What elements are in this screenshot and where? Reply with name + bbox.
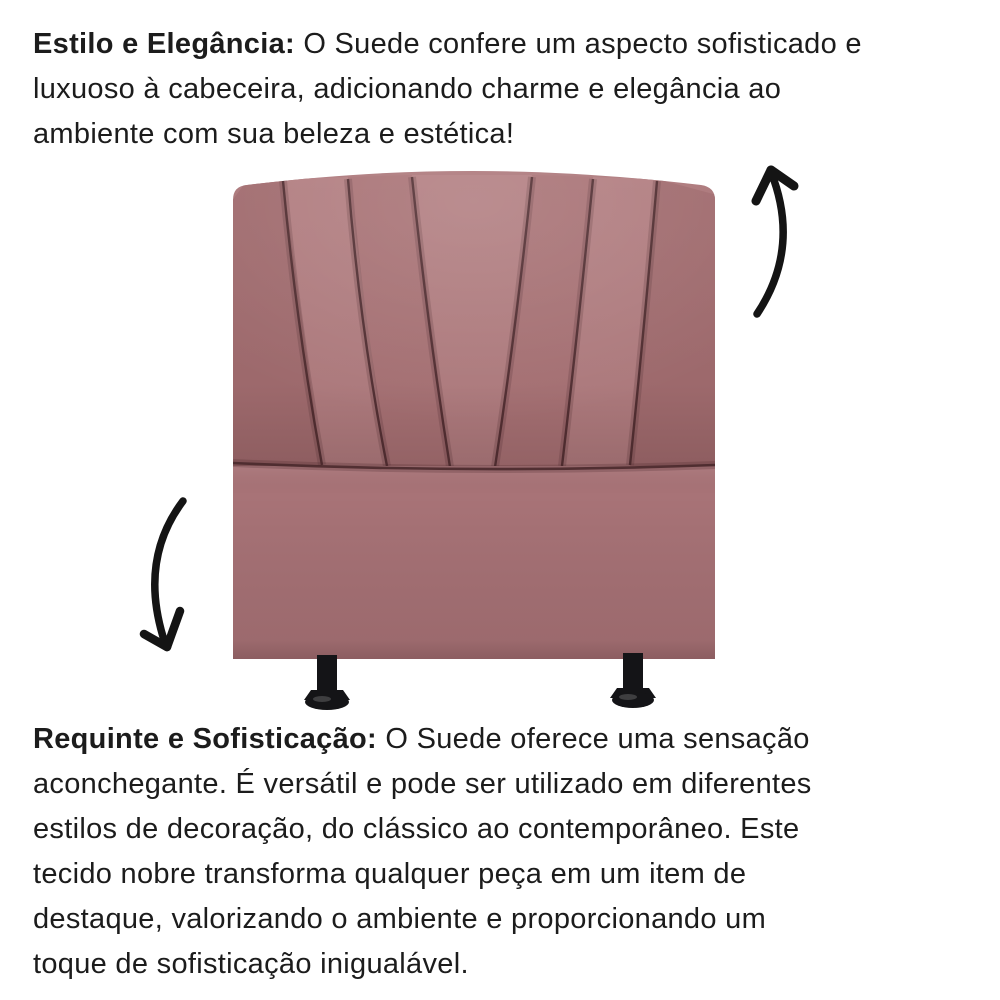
headboard — [231, 171, 717, 710]
bottom-description-title: Requinte e Sofisticação: — [33, 723, 377, 755]
top-description-title: Estilo e Elegância: — [33, 28, 295, 60]
top-description-text: O Suede confere um aspecto sofisticado e — [294, 28, 862, 60]
bottom-description-line — [33, 717, 812, 762]
bottom-description-line: estilos de decoração, do clássico ao contemporâneo. Este — [33, 813, 800, 845]
bottom-description-text: O Suede oferece uma sensação — [377, 723, 810, 755]
bottom-description-line: tecido nobre transforma qualquer peça em um item de — [33, 858, 747, 890]
arrow-up-icon — [756, 170, 794, 314]
top-section-highlight — [233, 171, 715, 468]
bottom-description-line: aconchegante. É versátil e pode ser utilizado em diferentes — [33, 768, 812, 800]
arrow-down-icon — [144, 501, 183, 647]
top-description-line: luxuoso à cabeceira, adicionando charme e elegância ao — [33, 73, 782, 105]
bottom-description-line: destaque, valorizando o ambiente e proporcionando um — [33, 903, 767, 935]
top-description-line: ambiente com sua beleza e estética! — [33, 118, 515, 150]
bottom-description — [33, 717, 812, 987]
skirt-shading — [233, 466, 715, 659]
headboard-foot-left — [304, 655, 350, 710]
foot-highlight — [313, 696, 331, 702]
bottom-description-line: toque de sofisticação inigualável. — [33, 948, 469, 980]
foot-highlight — [619, 694, 637, 700]
headboard-foot-right — [610, 653, 656, 708]
